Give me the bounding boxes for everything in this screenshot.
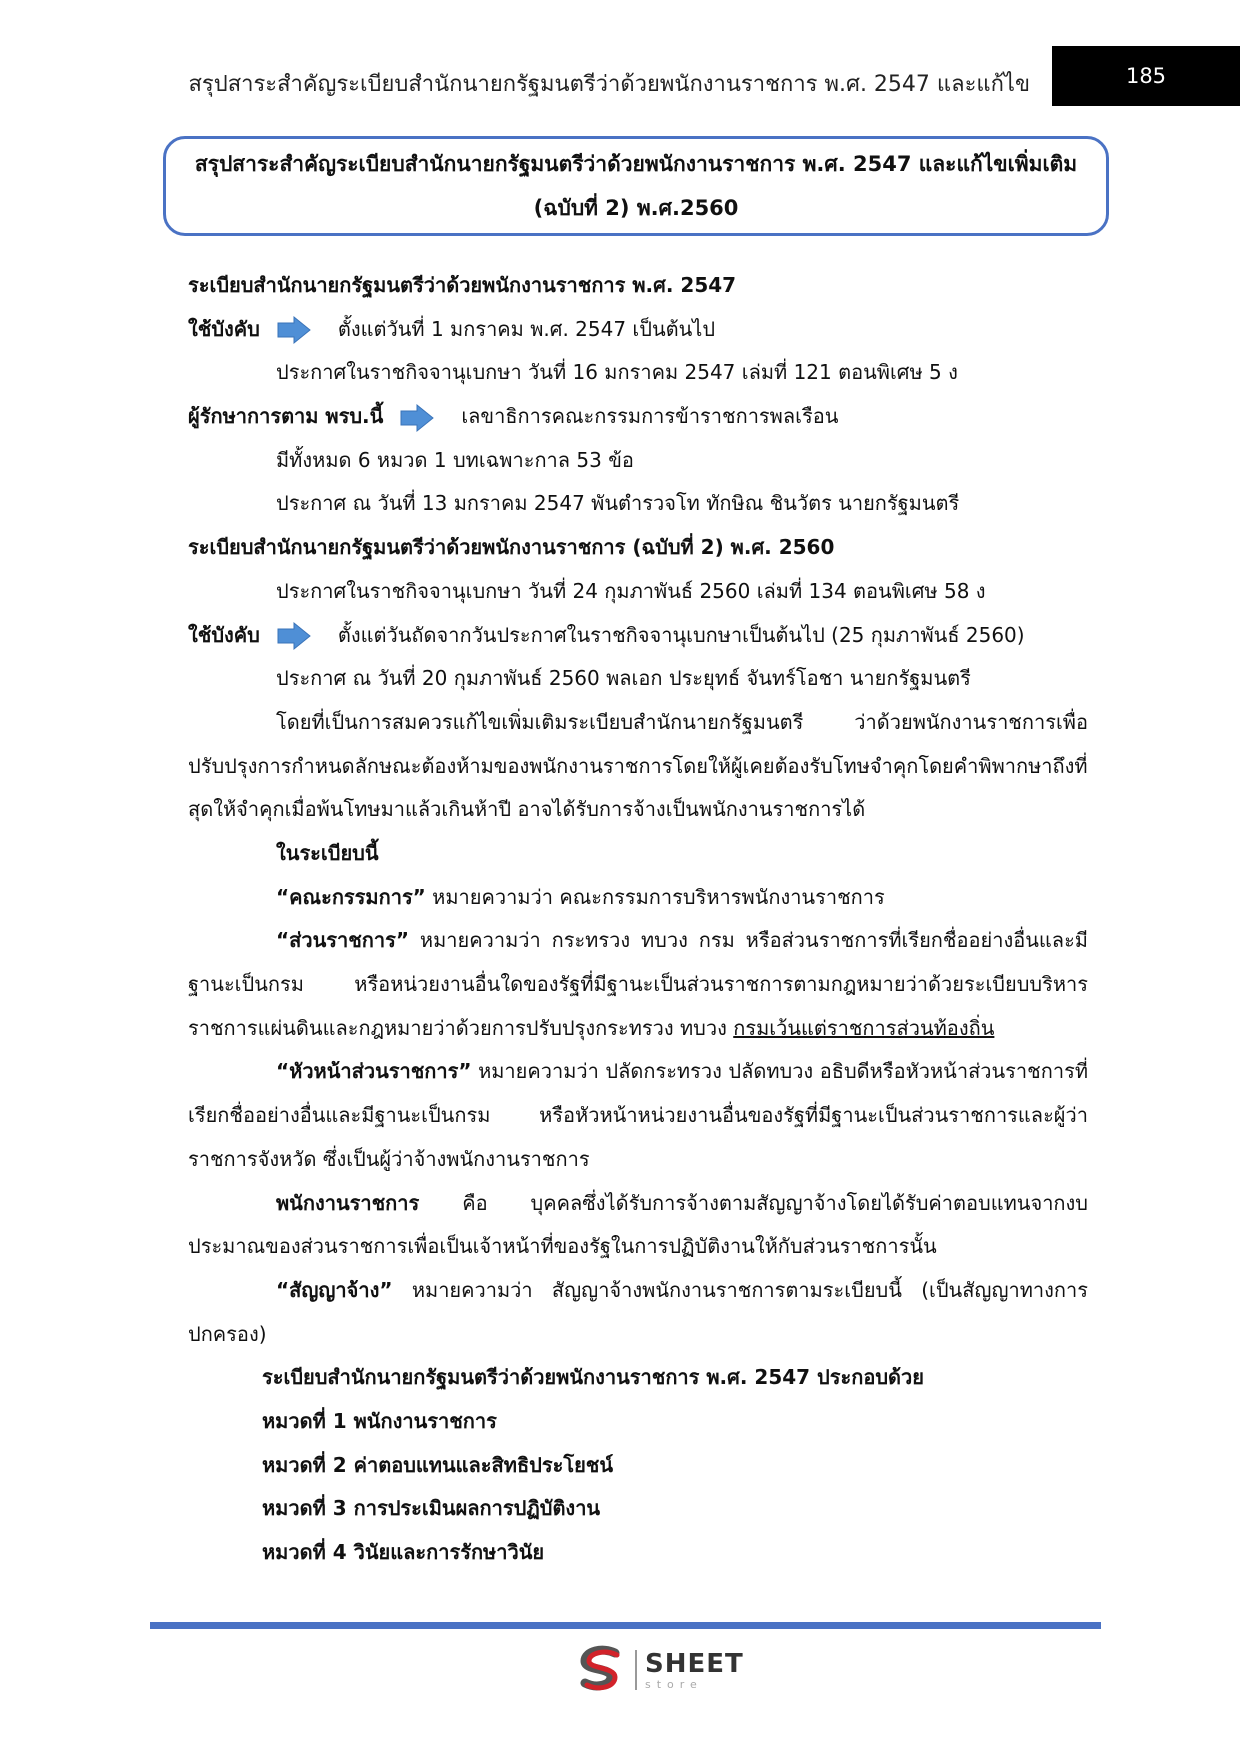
reg2560-enforce-row — [188, 614, 1088, 658]
reg2547-announce: ประกาศ ณ วันที่ 13 มกราคม 2547 พันตำรวจโท ทักษิณ ชินวัตร นายกรัฐมนตรี — [276, 491, 960, 516]
enforce-text: ตั้งแต่วันถัดจากวันประกาศในราชกิจจานุเบกษาเป็นต้นไป (25 กุมภาพันธ์ 2560) — [337, 622, 1025, 647]
sheet-store-logo — [575, 1645, 744, 1695]
title-box — [163, 136, 1109, 236]
term-head: “หัวหน้าส่วนราชการ” — [276, 1059, 472, 1084]
reg2547-heading: ระเบียบสำนักนายกรัฐมนตรีว่าด้วยพนักงานราชการ พ.ศ. 2547 — [188, 273, 737, 297]
composition-heading: ระเบียบสำนักนายกรัฐมนตรีว่าด้วยพนักงานราชการ พ.ศ. 2547 ประกอบด้วย — [262, 1365, 924, 1390]
logo-sub: store — [645, 1677, 703, 1691]
text-contract: หมายความว่า สัญญาจ้างพนักงานราชการตามระเบียบนี้ (เป็นสัญญาทางการปกครอง) — [188, 1278, 1088, 1346]
footer-rule — [150, 1622, 1101, 1629]
chapter-item: หมวดที่ 3 การประเมินผลการปฏิบัติงาน — [262, 1496, 601, 1521]
enforce-text: ตั้งแต่วันที่ 1 มกราคม พ.ศ. 2547 เป็นต้นไป — [337, 316, 716, 341]
definition-employee — [188, 1182, 1088, 1269]
reg2560-reason: โดยที่เป็นการสมควรแก้ไขเพิ่มเติมระเบียบสำนักนายกรัฐมนตรี ว่าด้วยพนักงานราชการเพื่อปรับปรุงการกำหนดลักษณะต้องห้ามของพนักงานราชการโดยให้ผู้เคยต้องรับโทษจำคุกโดยคำพิพากษาถึงที่สุดให้จำคุกเมื่อพ้นโทษมาแล้วเกินห้าปี อาจได้รับการจ้างเป็นพนักงานราชการได้ — [188, 709, 1088, 822]
title-line-1: สรุปสาระสำคัญระเบียบสำนักนายกรัฐมนตรีว่าด้วยพนักงานราชการ พ.ศ. 2547 และแก้ไขเพิ่มเติม — [194, 152, 1078, 176]
logo-divider — [635, 1650, 637, 1690]
enforce-label: ใช้บังคับ — [188, 622, 260, 647]
enforce-label: ใช้บังคับ — [188, 316, 260, 341]
arrow-right-icon — [276, 315, 312, 345]
arrow-right-icon — [276, 621, 312, 651]
definition-contract — [188, 1269, 1088, 1356]
text-committee: หมายความว่า คณะกรรมการบริหารพนักงานราชการ — [425, 884, 885, 909]
chapter-item: หมวดที่ 4 วินัยและการรักษาวินัย — [262, 1540, 545, 1565]
reg2547-enforce-row — [188, 308, 1088, 352]
reg2560-heading: ระเบียบสำนักนายกรัฐมนตรีว่าด้วยพนักงานราชการ (ฉบับที่ 2) พ.ศ. 2560 — [188, 535, 835, 560]
running-header: สรุปสาระสำคัญระเบียบสำนักนายกรัฐมนตรีว่าด้วยพนักงานราชการ พ.ศ. 2547 และแก้ไข — [188, 72, 1030, 97]
text-employee: คือ บุคคลซึ่งได้รับการจ้างตามสัญญาจ้างโดยได้รับค่าตอบแทนจากงบประมาณของส่วนราชการเพื่อเป็นเจ้าหน้าที่ของรัฐในการปฏิบัติงานให้กับส่วนราชการนั้น — [188, 1190, 1088, 1259]
document-body — [188, 264, 1088, 1575]
logo-text — [645, 1648, 744, 1691]
term-committee: “คณะกรรมการ” — [276, 884, 426, 909]
logo-name: SHEET — [645, 1648, 744, 1679]
chapter-item: หมวดที่ 1 พนักงานราชการ — [262, 1409, 497, 1434]
sheet-logo-mark-icon — [575, 1645, 627, 1695]
title-line-2: (ฉบับที่ 2) พ.ศ.2560 — [533, 196, 739, 220]
term-employee: พนักงานราชการ — [276, 1190, 420, 1215]
reg2560-gazette: ประกาศในราชกิจจานุเบกษา วันที่ 24 กุมภาพันธ์ 2560 เล่มที่ 134 ตอนพิเศษ 58 ง — [276, 578, 986, 603]
chapter-item: หมวดที่ 2 ค่าตอบแทนและสิทธิประโยชน์ — [262, 1452, 614, 1477]
text-agency: หมายความว่า กระทรวง ทบวง กรม หรือส่วนราชการที่เรียกชื่ออย่างอื่นและมีฐานะเป็นกรม หรือหน่วยงานอื่นใดของรัฐที่มีฐานะเป็นส่วนราชการตามกฎหมายว่าด้วยระเบียบบริหารราชการแผ่นดินและกฎหมายว่าด้วยการปรับปรุงกระทรวง ทบวง — [188, 928, 1088, 1040]
keeper-row — [188, 395, 1088, 439]
text-agency-except: กรมเว้นแต่ราชการส่วนท้องถิ่น — [733, 1015, 995, 1040]
definition-head — [188, 1050, 1088, 1181]
reg2547-gazette: ประกาศในราชกิจจานุเบกษา วันที่ 16 มกราคม 2547 เล่มที่ 121 ตอนพิเศษ 5 ง — [276, 360, 958, 385]
definitions-heading: ในระเบียบนี้ — [276, 840, 379, 865]
keeper-text: เลขาธิการคณะกรรมการข้าราชการพลเรือน — [461, 404, 839, 429]
definition-agency — [188, 919, 1088, 1050]
keeper-label: ผู้รักษาการตาม พรบ.นี้ — [188, 404, 384, 429]
reg2547-count: มีทั้งหมด 6 หมวด 1 บทเฉพาะกาล 53 ข้อ — [276, 447, 634, 472]
term-contract: “สัญญาจ้าง” — [276, 1278, 393, 1302]
reg2560-announce: ประกาศ ณ วันที่ 20 กุมภาพันธ์ 2560 พลเอก ประยุทธ์ จันทร์โอชา นายกรัฐมนตรี — [276, 666, 971, 691]
definition-committee — [188, 876, 1088, 920]
page-number: 185 — [1052, 46, 1240, 106]
arrow-right-icon — [399, 403, 435, 433]
text-head: หมายความว่า ปลัดกระทรวง ปลัดทบวง อธิบดีหรือหัวหน้าส่วนราชการที่เรียกชื่ออย่างอื่นและมีฐานะเป็นกรม หรือหัวหน้าหน่วยงานอื่นของรัฐที่มีฐานะเป็นส่วนราชการและผู้ว่าราชการจังหวัด ซึ่งเป็นผู้ว่าจ้างพนักงานราชการ — [188, 1059, 1088, 1171]
term-agency: “ส่วนราชการ” — [276, 928, 410, 953]
